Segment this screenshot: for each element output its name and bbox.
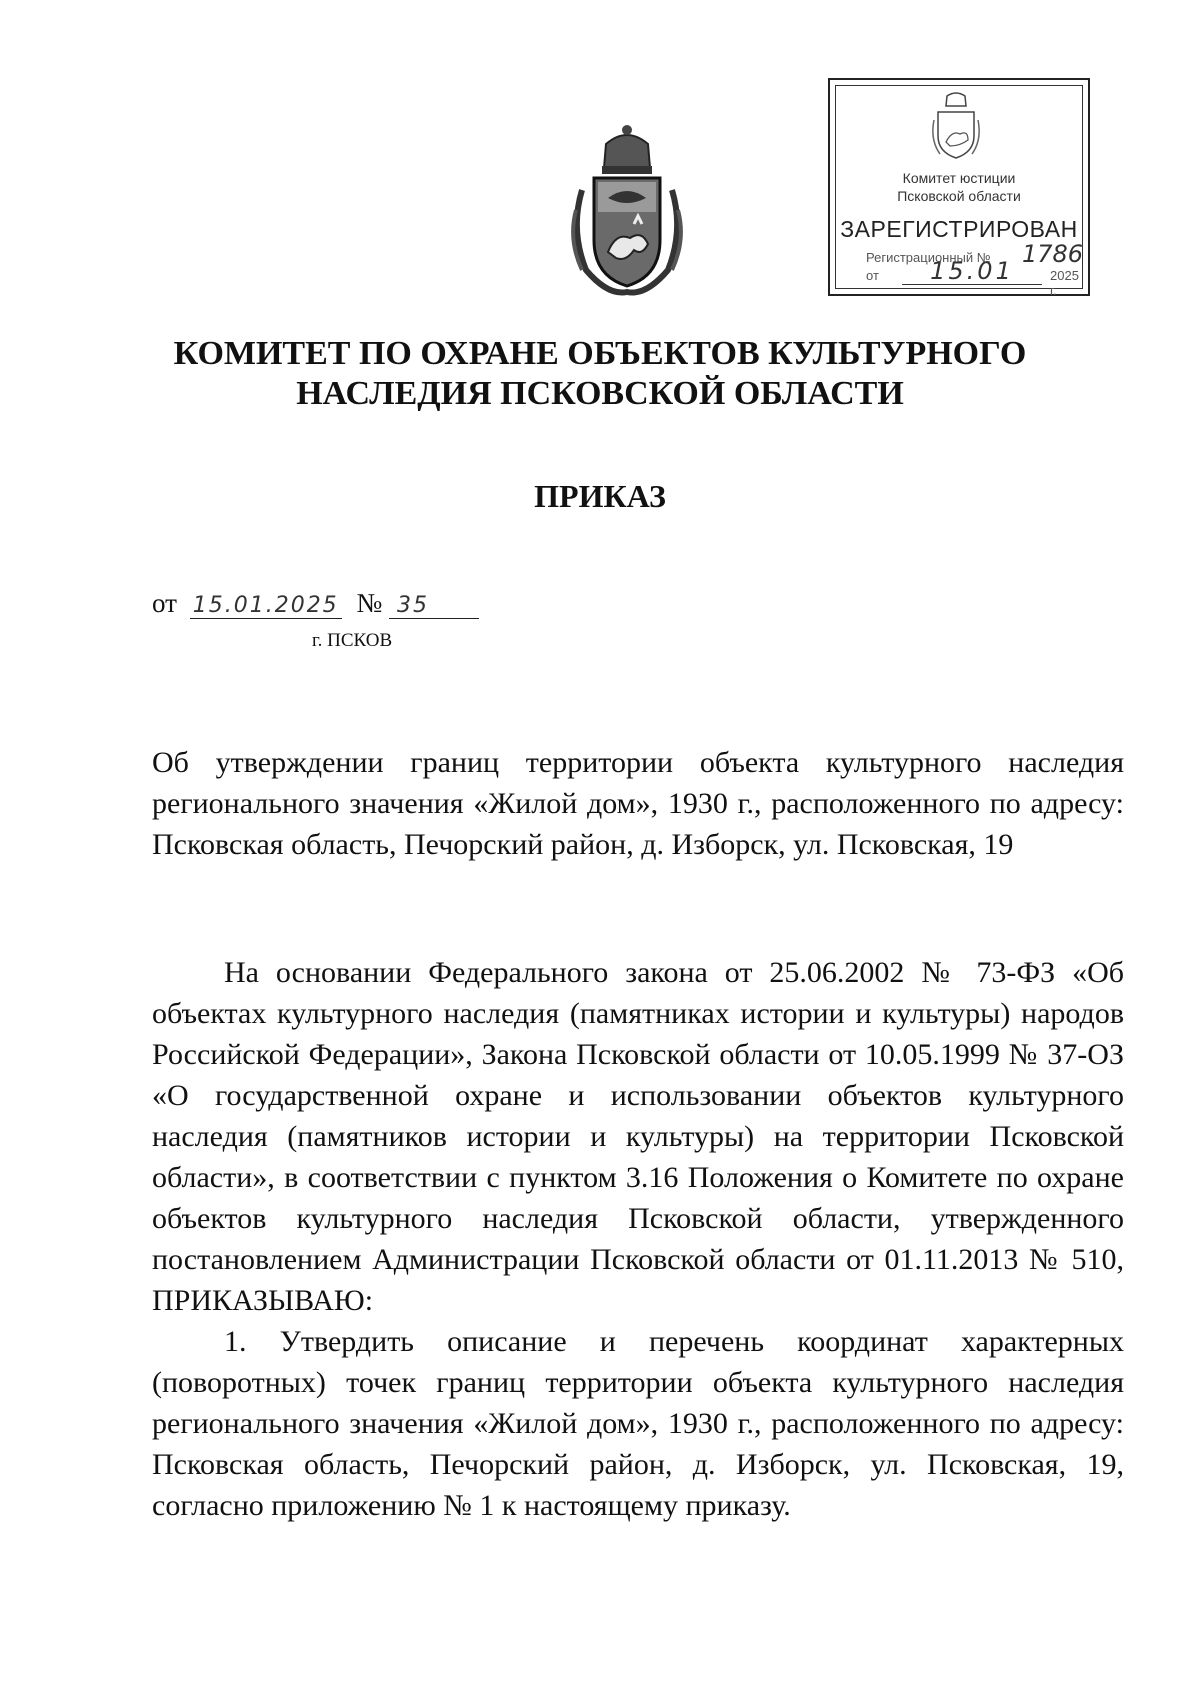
order-city: г. ПСКОВ <box>312 630 393 651</box>
stamp-reg-label: Регистрационный № <box>866 250 991 265</box>
order-number-label: № <box>356 588 383 618</box>
stamp-org-line1: Комитет юстиции <box>902 170 1016 186</box>
stamp-date-value: 15.01 <box>902 258 1042 285</box>
order-date-prefix: от <box>152 588 177 618</box>
stamp-date-suffix: 2025 г. <box>1050 268 1079 298</box>
stamp-date-prefix: от <box>866 268 879 283</box>
organization-name-line2: НАСЛЕДИЯ ПСКОВСКОЙ ОБЛАСТИ <box>296 375 904 412</box>
order-body <box>152 952 1124 1526</box>
order-date-value: 15.01.2025 <box>190 593 342 619</box>
registration-stamp <box>828 78 1090 296</box>
stamp-reg-number: 1786 <box>1022 240 1084 268</box>
organization-name <box>0 334 1200 414</box>
stamp-coat-of-arms-icon <box>930 90 982 160</box>
order-preamble: На основании Федерального закона от 25.06.2002 № 73-ФЗ «Об объектах культурного наследия (памятниках истории и культуры) народов Российской Федерации», Закона Псковской области от 10.05.1999 № 37-ОЗ «О государственной охране и использовании объектов культурного наследия (памятников истории и культуры) на территории Псковской области», в соответствии с пунктом 3.16 Положения о Комитете по охране объектов культурного наследия Псковской области, утвержденного постановлением Администрации Псковской области от 01.11.2013 № 510, ПРИКАЗЫВАЮ: <box>152 956 1124 1317</box>
stamp-status: ЗАРЕГИСТРИРОВАН <box>840 216 1078 242</box>
coat-of-arms-emblem <box>568 120 686 298</box>
document-type-title: ПРИКАЗ <box>534 478 666 514</box>
order-item-1: 1. Утвердить описание и перечень координат характерных (поворотных) точек границ территории объекта культурного наследия регионального значения «Жилой дом», 1930 г., расположенного по адресу: Псковская область, Печорский район, д. Изборск, ул. Псковская, 19, согласно приложению № 1 к настоящему приказу. <box>152 1325 1124 1522</box>
order-subject: Об утверждении границ территории объекта культурного наследия регионального значения «Жилой дом», 1930 г., расположенного по адресу: Псковская область, Печорский район, д. Изборск, ул. Псковская, 19 <box>152 746 1124 861</box>
stamp-org-line2: Псковской области <box>897 188 1021 204</box>
order-date-number-row <box>152 588 479 619</box>
organization-name-line1: КОМИТЕТ ПО ОХРАНЕ ОБЪЕКТОВ КУЛЬТУРНОГО <box>173 335 1027 372</box>
order-number-value: 35 <box>389 593 479 619</box>
